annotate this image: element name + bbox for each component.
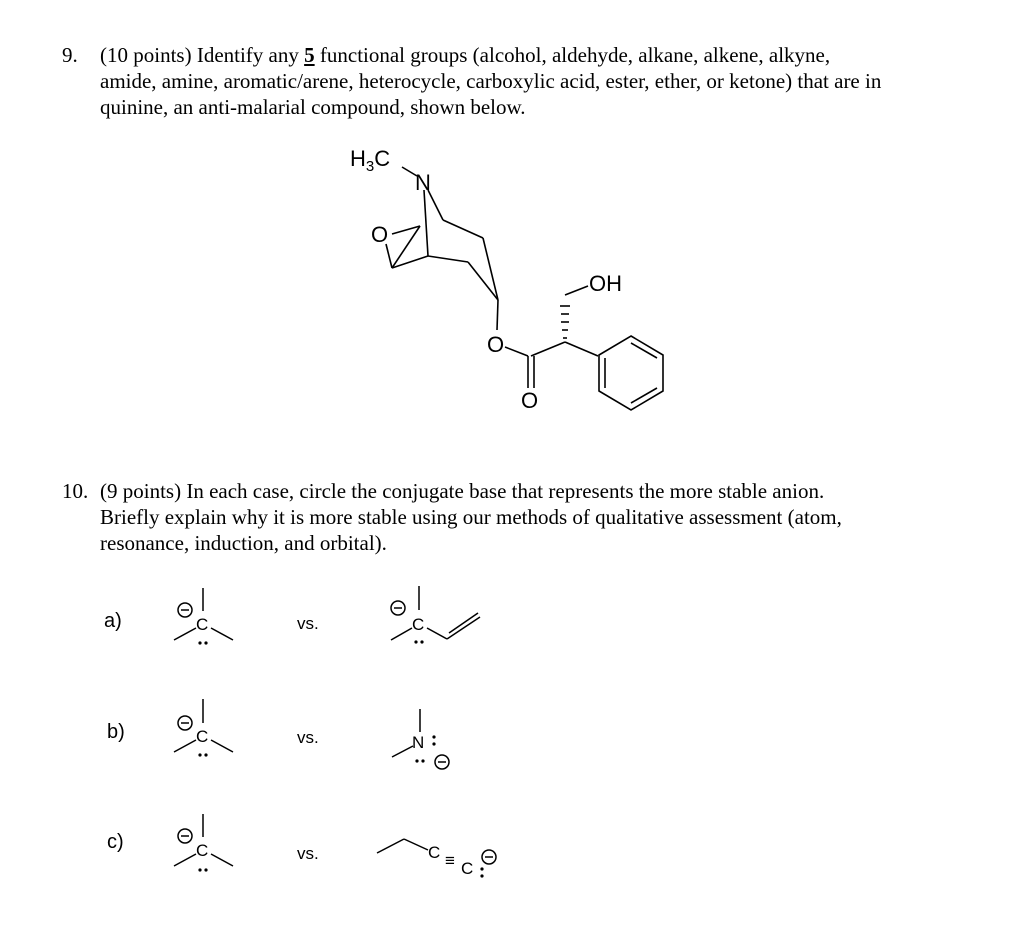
part-c-label: c) (107, 831, 124, 853)
part-c-left-carbon: C (196, 841, 209, 860)
epoxide-bond-1 (392, 226, 420, 234)
benzene-double-2 (631, 388, 657, 403)
bridge-bond (424, 190, 428, 256)
question-10-line-2: Briefly explain why it is more stable using our methods of qualitative assessment (atom, (100, 505, 842, 529)
ester-oxygen-label: O (487, 332, 505, 357)
part-c-right-carbon-2: C (461, 859, 474, 878)
part-a-right-carbon: C (412, 615, 425, 634)
carbonyl-oxygen-label: O (521, 388, 539, 413)
part-b-right-nitrogen: N (412, 733, 425, 752)
part-c-right-carbon-1: C (428, 843, 441, 862)
phenyl-attach-bond (565, 342, 598, 356)
part-b-left-anion (174, 699, 233, 757)
ch2oh-bond (565, 286, 588, 295)
question-9-text (100, 42, 952, 120)
epoxide-oxygen-label: O (371, 222, 389, 247)
question-9-number: 9. (62, 43, 78, 67)
part-c-left-anion (174, 814, 233, 872)
question-10-line-3: resonance, induction, and orbital). (100, 531, 387, 555)
epoxide-bond-4 (392, 226, 420, 268)
question-10-text (100, 478, 952, 556)
ring-bond-1 (443, 220, 483, 238)
question-9-line-3: quinine, an anti-malarial compound, shown below. (100, 95, 526, 119)
ester-o-bond (497, 300, 498, 330)
ester-c-bond (505, 347, 528, 356)
ring-bond-4 (468, 262, 498, 300)
hashed-wedge (560, 306, 570, 338)
n-ring-bond (428, 190, 443, 220)
part-a-vs: vs. (297, 614, 319, 633)
nitrogen-label: N (415, 170, 431, 195)
part-c-right-anion (377, 839, 496, 878)
hydroxyl-label: OH (589, 271, 622, 296)
question-9-line-1 (100, 42, 952, 68)
part-b-left-carbon: C (196, 727, 209, 746)
question-9-line-1-post: functional groups (alcohol, aldehyde, alkane, alkene, alkyne, (314, 43, 831, 67)
part-a-left-anion (174, 588, 233, 645)
part-a-left-carbon: C (196, 615, 209, 634)
part-b-label: b) (107, 721, 125, 743)
methyl-label: $H_3C$ (350, 146, 391, 175)
benzene-double-1 (631, 343, 657, 358)
part-b-right-anion (392, 709, 449, 769)
benzene-ring (599, 336, 663, 410)
question-9-line-1-pre: (10 points) Identify any (100, 43, 305, 67)
part-b-vs: vs. (297, 728, 319, 747)
ring-bond-2 (483, 238, 498, 300)
part-c-triple-bond: ≡ (445, 851, 455, 870)
epoxide-bond-2 (386, 244, 392, 268)
part-a-label: a) (104, 610, 122, 632)
part-a-right-anion (391, 586, 480, 644)
alpha-bond (531, 342, 565, 356)
question-10-line-1: (9 points) In each case, circle the conjugate base that represents the more stable anion. (100, 479, 825, 503)
ring-bond-3 (428, 256, 468, 262)
part-c-vs: vs. (297, 844, 319, 863)
question-10-number: 10. (62, 479, 89, 503)
epoxide-bond-3 (392, 256, 428, 268)
question-9-emphasis: 5 (304, 43, 315, 67)
question-9-line-2: amide, amine, aromatic/arene, heterocycle, carboxylic acid, ester, ether, or ketone) that are in (100, 69, 882, 93)
n-methyl-bond (402, 167, 417, 176)
